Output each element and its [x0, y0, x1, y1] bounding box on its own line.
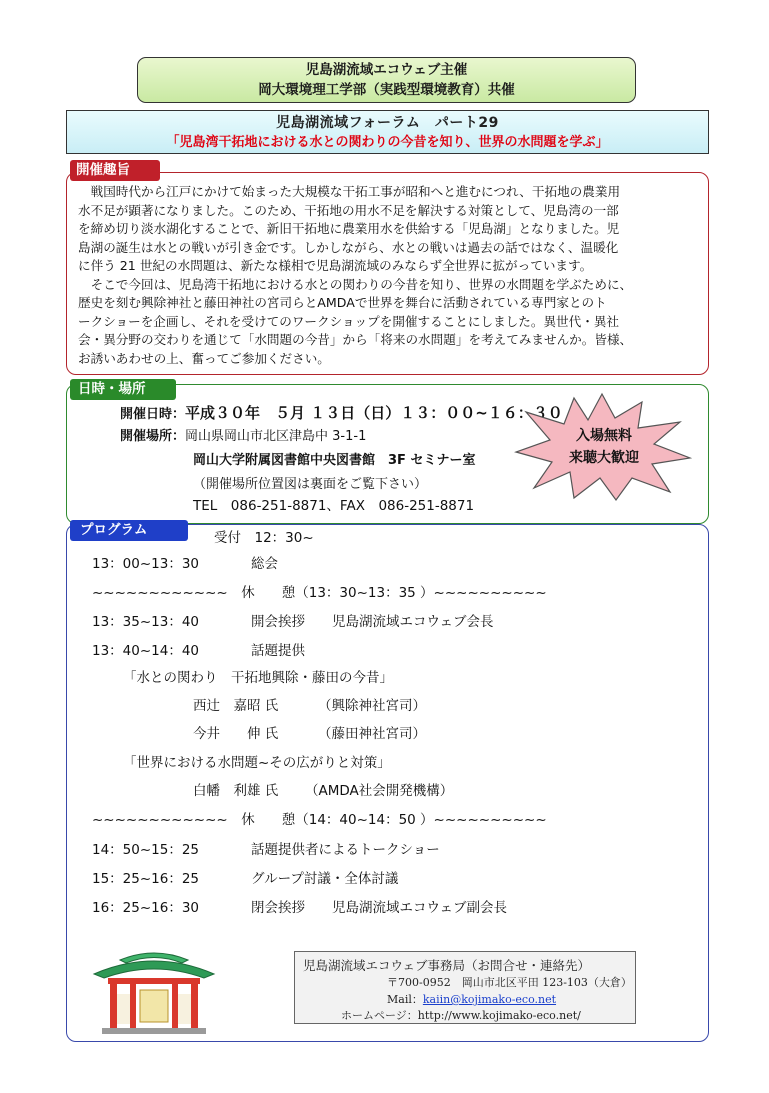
- contact-box: [294, 951, 636, 1024]
- contact-mail-row: [387, 991, 556, 1007]
- reception-time: 受付 12：30~: [214, 530, 314, 546]
- organizer-line: 児島湖流域エコウェブ主催: [305, 62, 468, 78]
- program-time: 16：25~16：30: [92, 900, 200, 916]
- badge-text: [548, 425, 660, 469]
- organizer-banner: [137, 57, 636, 103]
- program-time: 15：25~16：25: [92, 871, 200, 887]
- purpose-line: 戦国時代から江戸にかけて始まった大規模な干拓工事が昭和へと進むにつれ、干拓地の農業用: [90, 184, 621, 199]
- program-row: [92, 840, 440, 860]
- co-organizer-line: 岡大環境理工学部（実践型環境教育）共催: [258, 82, 515, 98]
- contact-homepage-row: [341, 1007, 581, 1023]
- contact-address: 〒700-0952 岡山市北区平田 123-103（大倉）: [387, 976, 632, 989]
- speaker-name: 今井 伸 氏: [193, 726, 279, 742]
- purpose-label: 開催趣旨: [70, 160, 160, 181]
- program-item: グループ討議・全体討議: [251, 871, 399, 887]
- program-row: [92, 641, 305, 661]
- program-time: 14：50~15：25: [92, 842, 200, 858]
- purpose-line: 歴史を刻む興除神社と藤田神社の宮司らとAMDAで世界を舞台に活動されている専門家とのト: [78, 295, 607, 310]
- shrine-roof-icon: [94, 961, 214, 978]
- speaker-name: 白幡 利雄 氏: [193, 783, 279, 799]
- map-note: （開催場所位置図は裏面をご覧下さい）: [193, 477, 428, 492]
- date-row: [120, 403, 563, 425]
- mail-label: Mail：: [387, 993, 423, 1006]
- program-time: 13：40~14：40: [92, 643, 200, 659]
- contact-title: 児島湖流域エコウェブ事務局（お問合せ・連絡先）: [303, 958, 591, 973]
- shrine-gate: [140, 990, 168, 1022]
- shrine-illustration: [86, 944, 222, 1036]
- program-time: 13：35~13：40: [92, 614, 200, 630]
- purpose-line: お誘いあわせの上、奮ってご参加ください。: [78, 350, 330, 366]
- purpose-text: [78, 183, 703, 368]
- program-row: [92, 869, 399, 889]
- purpose-line: ークショーを企画し、それを受けてのワークショップを開催することにしました。異世代・異社: [78, 313, 620, 329]
- purpose-line: に伴う 21 世紀の水問題は、新たな様相で児島湖流域のみならず全世界に拡がっています。: [78, 258, 593, 273]
- badge-line-welcome: 来聴大歓迎: [569, 450, 639, 466]
- date-value: 平成３０年 ５月 １３日（日）１３：００~１６：３０: [185, 404, 563, 422]
- purpose-line: を締め切り淡水湖化することで、新旧干拓地に農業用水を供給する「児島湖」となりました。児: [78, 221, 620, 236]
- shrine-base: [102, 1028, 206, 1034]
- program-item: 話題提供者によるトークショー: [251, 842, 440, 858]
- shrine-beam: [108, 978, 200, 984]
- topic-title: 「水との関わり 干拓地興除・藤田の今昔」: [123, 670, 393, 686]
- venue-address: 岡山県岡山市北区津島中 3-1-1: [185, 429, 367, 444]
- program-row: [92, 898, 507, 918]
- forum-title-banner: [66, 110, 709, 154]
- shrine-pillar: [172, 984, 178, 1028]
- venue-building: 岡山大学附属図書館中央図書館 3F セミナー室: [193, 453, 476, 468]
- purpose-line: 会・異分野の交わりを通じて「水問題の今昔」から「将来の水問題」を考えてみませんか。皆様、: [78, 332, 633, 347]
- speaker-org: （藤田神社宮司）: [318, 726, 426, 742]
- shrine-pillar: [191, 984, 198, 1028]
- purpose-line: 水不足が顕著になりました。このため、干拓地の用水不足を解決する対策として、児島湾の一部: [78, 202, 619, 218]
- speaker-org: （AMDA社会開発機構）: [305, 783, 454, 799]
- program-item: 開会挨拶 児島湖流域エコウェブ会長: [251, 614, 494, 630]
- datetime-label: 日時・場所: [70, 379, 176, 400]
- tel-fax: TEL 086-251-8871、FAX 086-251-8871: [193, 498, 475, 514]
- program-time: 13：00~13：30: [92, 556, 200, 572]
- shrine-wall: [117, 994, 130, 1024]
- break-row: ~~~~~~~~~~~~ 休 憩（14：40~14：50 ）~~~~~~~~~~: [92, 812, 547, 828]
- topic-title: 「世界における水問題~その広がりと対策」: [123, 755, 391, 771]
- program-item: 総会: [251, 556, 278, 572]
- purpose-line: 島湖の誕生は水との戦いが引き金です。しかしながら、水との戦いは過去の話ではなく、温暖化: [78, 239, 619, 255]
- date-label: 開催日時：: [120, 407, 186, 422]
- break-row: ~~~~~~~~~~~~ 休 憩（13：30~13：35 ）~~~~~~~~~~: [92, 585, 547, 601]
- shrine-pillar: [110, 984, 117, 1028]
- speaker-org: （興除神社宮司）: [318, 698, 426, 714]
- homepage-link[interactable]: http://www.kojimako-eco.net/: [417, 1009, 581, 1022]
- shrine-pillar: [130, 984, 136, 1028]
- mail-link[interactable]: kaiin@kojimako-eco.net: [422, 993, 557, 1006]
- program-item: 閉会挨拶 児島湖流域エコウェブ副会長: [251, 900, 507, 916]
- program-label: プログラム: [70, 520, 188, 541]
- forum-title: 児島湖流域フォーラム パート29: [276, 115, 499, 131]
- badge-line-free: 入場無料: [576, 428, 632, 444]
- venue-label: 開催場所：: [120, 429, 186, 444]
- program-row: [92, 554, 278, 574]
- venue-row: [120, 427, 366, 447]
- program-item: 話題提供: [251, 643, 305, 659]
- homepage-label: ホームページ：: [341, 1009, 418, 1022]
- program-row: [92, 612, 494, 632]
- shrine-wall: [178, 994, 191, 1024]
- forum-subtitle: 「児島湾干拓地における水との関わりの今昔を知り、世界の水問題を学ぶ」: [166, 135, 609, 150]
- purpose-line: そこで今回は、児島湾干拓地における水との関わりの今昔を知り、世界の水問題を学ぶために、: [90, 276, 633, 292]
- speaker-name: 西辻 嘉昭 氏: [193, 698, 279, 714]
